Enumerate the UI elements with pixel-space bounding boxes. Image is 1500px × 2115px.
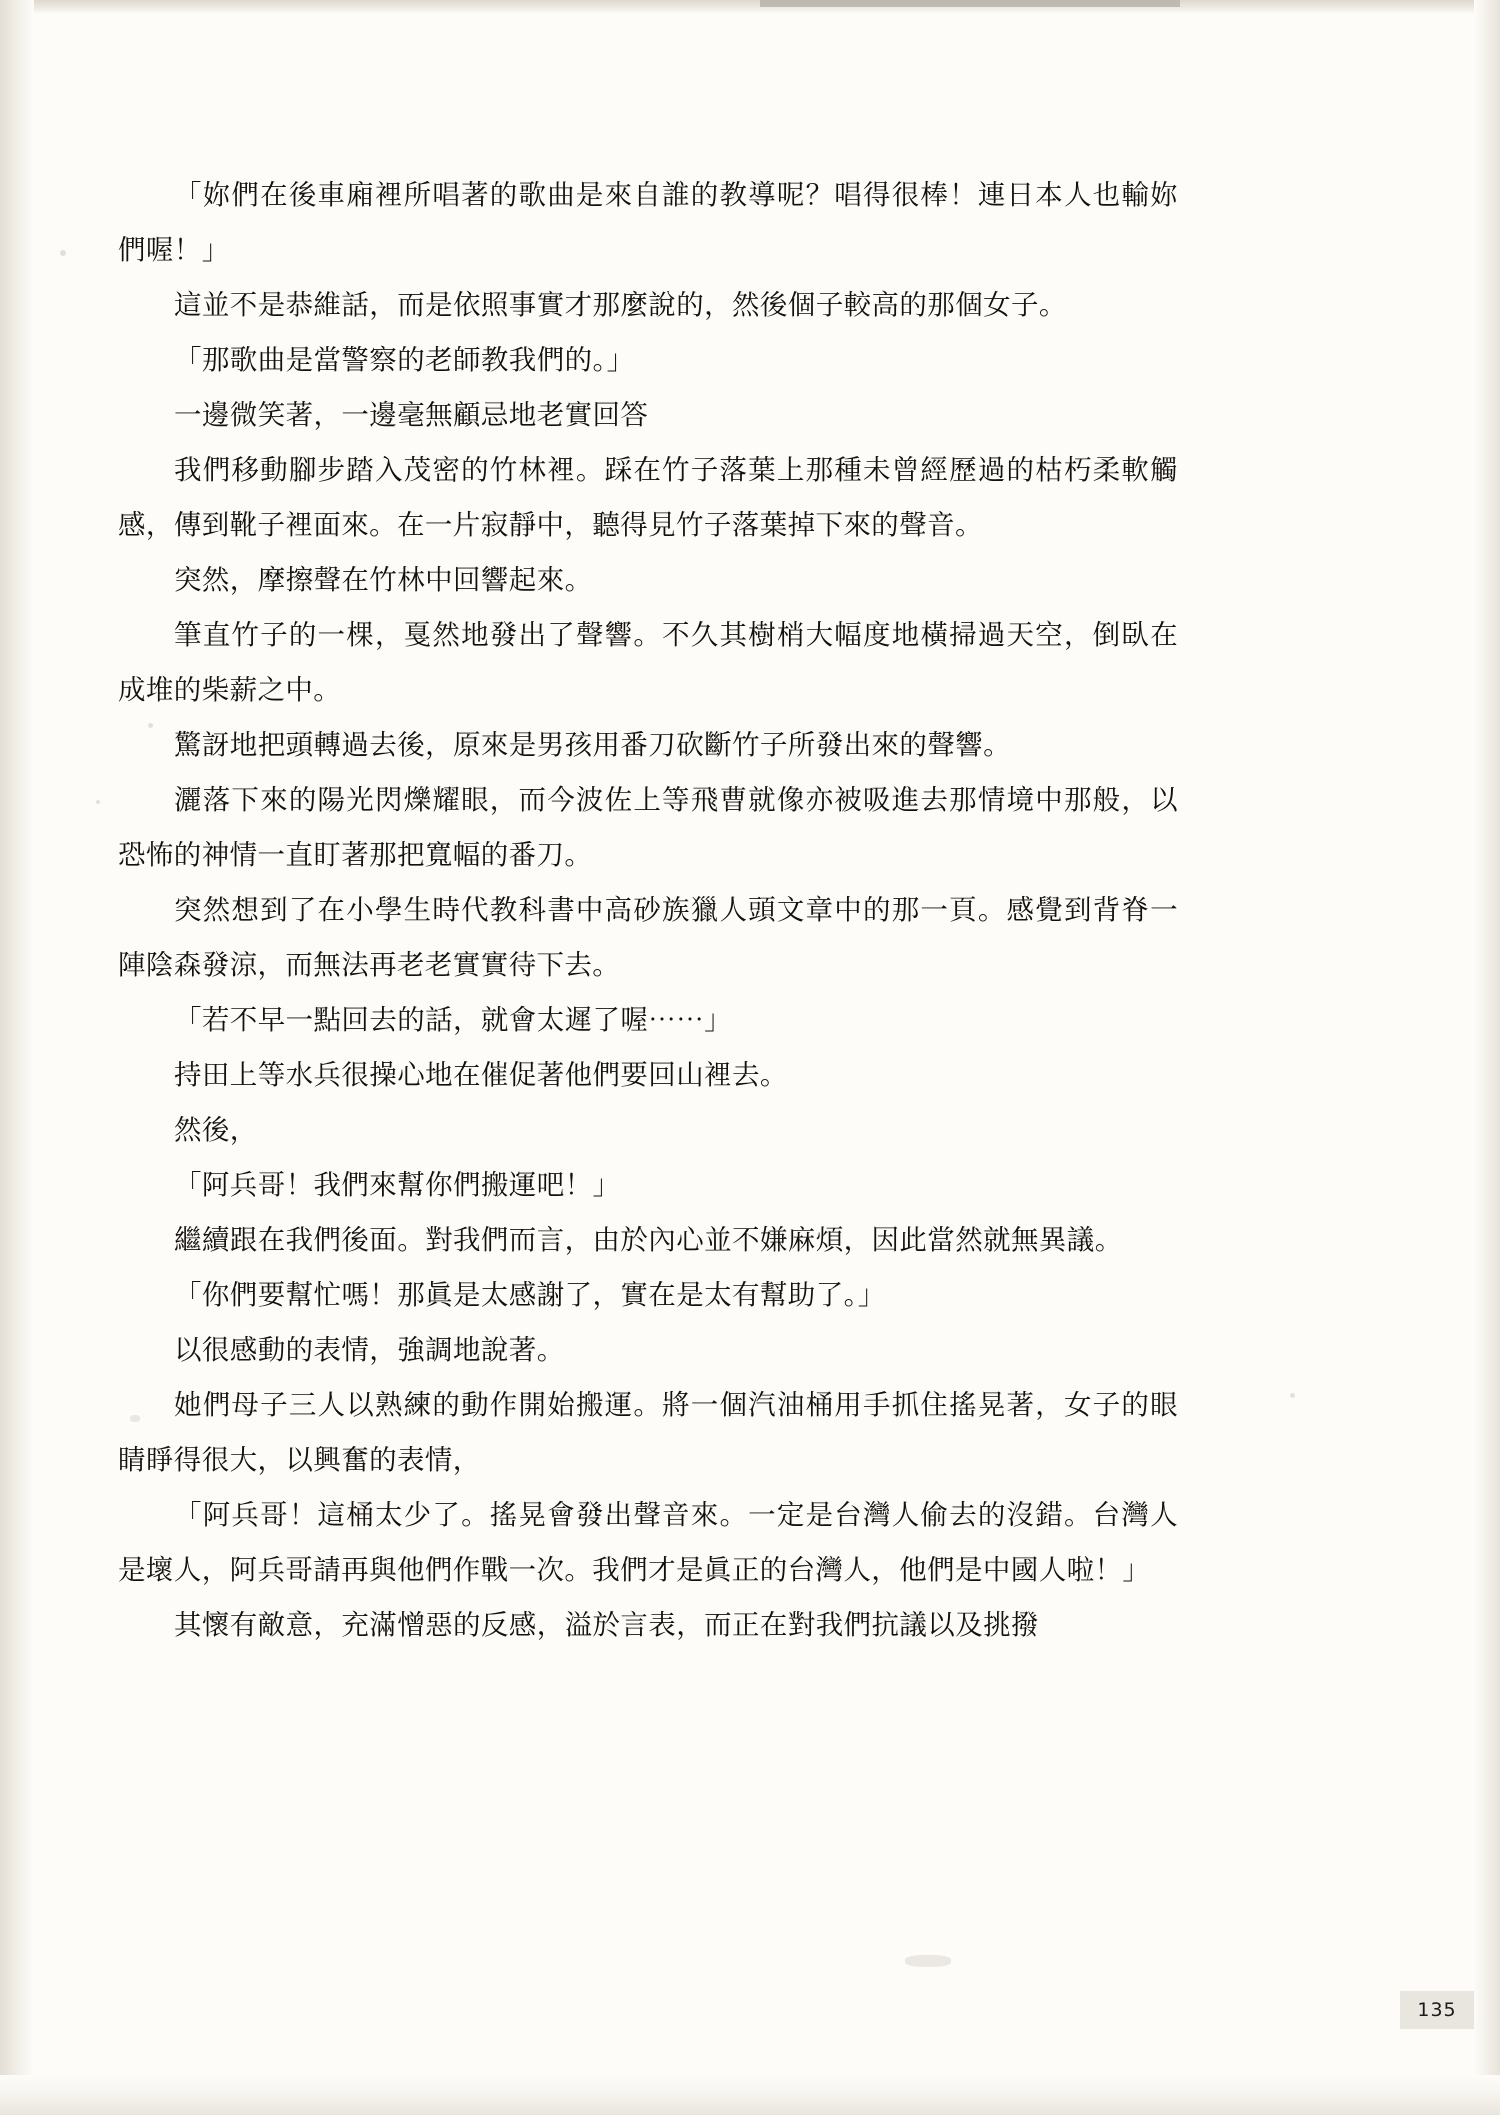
paragraph: 繼續跟在我們後面。對我們而言，由於內心並不嫌麻煩，因此當然就無異議。 bbox=[174, 1224, 1123, 1256]
body-text-column bbox=[118, 168, 1178, 1653]
scan-speck bbox=[96, 800, 100, 804]
scan-edge-right bbox=[1474, 0, 1500, 2115]
paragraph: 筆直竹子的一棵，戛然地發出了聲響。不久其樹梢大幅度地橫掃過天空，倒臥在成堆的柴薪之中。 bbox=[118, 619, 1178, 706]
paragraph: 這並不是恭維話，而是依照事實才那麼說的，然後個子較高的那個女子。 bbox=[174, 289, 1067, 321]
scan-edge-bottom bbox=[0, 2075, 1500, 2115]
paragraph: 然後， bbox=[174, 1114, 258, 1146]
paragraph: 以很感動的表情，強調地說著。 bbox=[174, 1334, 565, 1366]
page-number-badge bbox=[1400, 1991, 1474, 2029]
scan-edge-left bbox=[0, 0, 34, 2115]
scan-top-dark-band bbox=[760, 0, 1180, 7]
paragraph: 其懷有敵意，充滿憎惡的反感，溢於言表，而正在對我們抗議以及挑撥 bbox=[174, 1609, 1039, 1641]
paragraph: 「那歌曲是當警察的老師教我們的。」 bbox=[174, 344, 635, 376]
paragraph: 「妳們在後車廂裡所唱著的歌曲是來自誰的教導呢？唱得很棒！連日本人也輸妳們喔！」 bbox=[118, 179, 1178, 266]
paragraph: 「若不早一點回去的話，就會太遲了喔⋯⋯」 bbox=[174, 1004, 732, 1036]
scan-edge-top bbox=[0, 0, 1500, 14]
paragraph: 「阿兵哥！這桶太少了。搖晃會發出聲音來。一定是台灣人偷去的沒錯。台灣人是壞人，阿兵哥請再與他們作戰一次。我們才是眞正的台灣人，他們是中國人啦！」 bbox=[118, 1499, 1178, 1586]
paragraph: 突然，摩擦聲在竹林中回響起來。 bbox=[174, 564, 593, 596]
paragraph: 「你們要幫忙嗎！那眞是太感謝了，實在是太有幫助了。」 bbox=[174, 1279, 886, 1311]
paragraph: 我們移動腳步踏入茂密的竹林裡。踩在竹子落葉上那種未曾經歷過的枯朽柔軟觸感，傳到靴子裡面來。在一片寂靜中，聽得見竹子落葉掉下來的聲音。 bbox=[118, 454, 1178, 541]
scan-smudge bbox=[905, 1955, 951, 1967]
scan-speck bbox=[60, 250, 66, 256]
scan-speck bbox=[1290, 1393, 1295, 1398]
paragraph: 她們母子三人以熟練的動作開始搬運。將一個汽油桶用手抓住搖晃著，女子的眼睛睜得很大，以興奮的表情， bbox=[118, 1389, 1178, 1476]
page-number: 135 bbox=[1417, 1999, 1457, 2021]
paragraph: 持田上等水兵很操心地在催促著他們要回山裡去。 bbox=[174, 1059, 788, 1091]
paragraph: 一邊微笑著，一邊毫無顧忌地老實回答 bbox=[174, 399, 649, 431]
paragraph: 灑落下來的陽光閃爍耀眼，而今波佐上等飛曹就像亦被吸進去那情境中那般，以恐怖的神情一直盯著那把寬幅的番刀。 bbox=[118, 784, 1178, 871]
paragraph: 「阿兵哥！我們來幫你們搬運吧！」 bbox=[174, 1169, 621, 1201]
paragraph: 突然想到了在小學生時代教科書中高砂族獵人頭文章中的那一頁。感覺到背脊一陣陰森發涼，而無法再老老實實待下去。 bbox=[118, 894, 1178, 981]
paragraph: 驚訝地把頭轉過去後，原來是男孩用番刀砍斷竹子所發出來的聲響。 bbox=[174, 729, 1011, 761]
